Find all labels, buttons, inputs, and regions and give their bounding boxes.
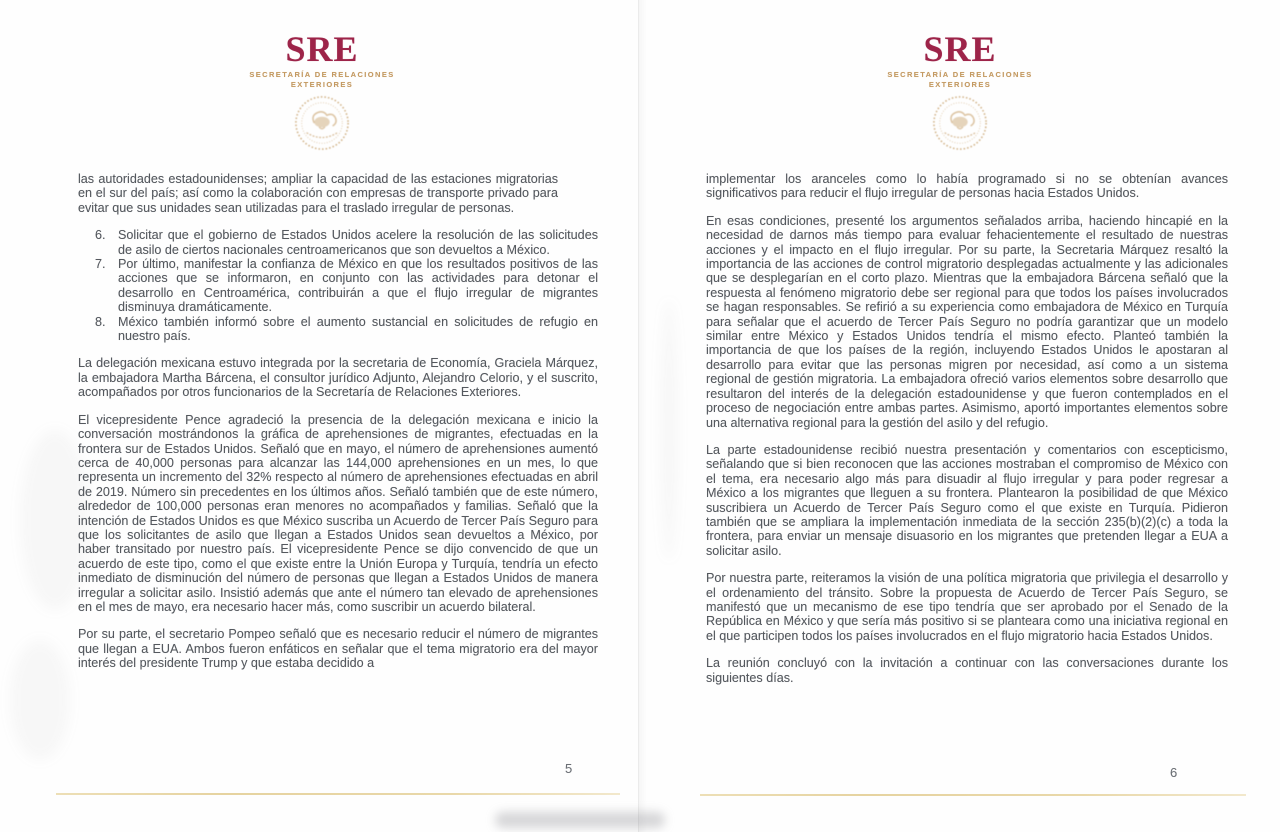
scan-smudge (660, 300, 678, 560)
sre-subtitle-line2: EXTERIORES (928, 79, 992, 89)
list-item-text: México también informó sobre el aumento sustancial en solicitudes de refugio en nuestro país. (118, 314, 598, 344)
paragraph: La reunión concluyó con la invitación a continuar con las conversaciones durante los siguientes días. (706, 656, 1228, 685)
national-seal-icon (931, 94, 989, 152)
sre-logo: SRE (923, 29, 997, 69)
list-item-number: 6. (95, 228, 106, 243)
sre-subtitle (202, 70, 442, 89)
letterhead-right (840, 30, 1080, 157)
paragraph: Por su parte, el secretario Pompeo señaló que es necesario reducir el número de migrantes que llegan a EUA. Ambos fueron enfáticos en señalar que el tema migratorio era del mayor interés del presidente Trump y que estaba decidido a (78, 627, 598, 671)
page-number-left: 5 (565, 761, 573, 776)
list-item (78, 228, 598, 257)
list-item-number: 7. (95, 257, 106, 272)
letterhead-left (202, 30, 442, 157)
sre-subtitle-line2: EXTERIORES (290, 79, 354, 89)
paragraph: La delegación mexicana estuvo integrada por la secretaria de Economía, Graciela Márquez, la embajadora Martha Bárcena, el consultor jurídico Adjunto, Alejandro Celorio, y el suscrito, acompañados por otros funcionarios de la Secretaría de Relaciones Exteriores. (78, 356, 598, 400)
sre-logo: SRE (285, 29, 359, 69)
sre-subtitle (840, 70, 1080, 89)
footer-rule-right (700, 794, 1246, 796)
list-item-number: 8. (95, 314, 106, 329)
list-item-5-continuation: las autoridades estadounidenses; ampliar la capacidad de las estaciones migratorias en el sur del país; así como la colaboración con empresas de transporte privado para evitar que sus unidades sean utilizadas para el traslado irregular de personas. (78, 172, 558, 215)
sre-subtitle-line1: SECRETARÍA DE RELACIONES (887, 70, 1033, 79)
national-seal-icon (293, 94, 351, 152)
paragraph: En esas condiciones, presenté los argumentos señalados arriba, haciendo hincapié en la necesidad de darnos más tiempo para evaluar fehacientemente el resultado de nuestras acciones y el impacto en el flujo irregular. Por su parte, la Secretaria Márquez resaltó la importancia de las acciones de control migratorio desplegadas actualmente y las adicionales que se desplegarían en el corto plazo. Mientras que la embajadora Bárcena señaló que la respuesta al fenómeno migratorio debe ser regional para que todos los países involucrados se hagan responsables. Se refirió a su experiencia como embajadora de México en Turquía para señalar que el acuerdo de Tercer País Seguro no podría garantizar que un modelo similar entre México y Estados Unidos tendría el mismo efecto. Planteó también la importancia de que los países de la región, incluyendo Estados Unidos le apostaran al desarrollo para evitar que las personas migren por necesidad, así como a un sistema regional de gestión migratoria. La embajadora ofreció varios elementos sobre desarrollo que resultaron del interés de la delegación estadounidense y que fueron contemplados en el proceso de negociación entre ambas partes. Asimismo, aportó importantes elementos sobre una alternativa regional para la gestión del asilo y del refugio. (706, 213, 1228, 430)
paragraph: implementar los aranceles como lo había programado si no se obtenían avances significativos para reducir el flujo irregular de personas hacia Estados Unidos. (706, 172, 1228, 201)
sre-subtitle-line1: SECRETARÍA DE RELACIONES (249, 70, 395, 79)
scan-smudge (10, 640, 70, 760)
list-item-text: Solicitar que el gobierno de Estados Unidos acelere la resolución de las solicitudes de asilo de ciertos nacionales centroamericanos que son devueltos a México. (118, 228, 598, 257)
page-right-body (706, 172, 1228, 698)
footer-rule-left (56, 793, 620, 795)
list-item (78, 315, 598, 344)
page-number-right: 6 (1170, 765, 1178, 780)
list-item-text: Por último, manifestar la confianza de México en que los resultados positivos de las acciones que se informaron, en conjunto con las actividades para detonar el desarrollo en Centroamérica, contribuirán a que el flujo irregular de migrantes disminuya dramáticamente. (118, 257, 598, 315)
paragraph: La parte estadounidense recibió nuestra presentación y comentarios con escepticismo, señalando que si bien reconocen que las acciones mostraban el compromiso de México con el tema, era necesario algo más para disuadir al flujo irregular y para poder regresar a México a los migrantes que lleguen a su frontera. Plantearon la posibilidad de que México suscribiera un Acuerdo de Tercer País Seguro como el que existe en Turquía. Pidieron también que se ampliara la implementación inmediata de la sección 235(b)(2)(c) a toda la frontera, para enviar un mensaje disuasorio en los migrantes que pretenden llegar a EUA a solicitar asilo. (706, 442, 1228, 558)
paragraph: El vicepresidente Pence agradeció la presencia de la delegación mexicana e inicio la conversación mostrándonos la gráfica de aprehensiones de migrantes, efectuadas en la frontera sur de Estados Unidos. Señaló que en mayo, el número de aprehensiones aumentó cerca de 40,000 personas para alcanzar las 144,000 aprehensiones en un mes, lo que representa un incremento del 32% respecto al número de aprehensiones efectuadas en abril de 2019. Número sin precedentes en los últimos años. Señaló también que de este número, alrededor de 100,000 personas eran menores no acompañados y familias. Señaló que la intención de Estados Unidos es que México suscriba un Acuerdo de Tercer País Seguro para que los solicitantes de asilo que llegan a Estados Unidos sean devueltos a México, por haber transitado por nuestro país. El vicepresidente Pence se dijo convencido de que un acuerdo de este tipo, como el que existe entre la Unión Europa y Turquía, tendría un efecto inmediato de disminución del número de personas que llegan a Estados Unidos de manera irregular a solicitar asilo. Insistió además que ante el número tan elevado de aprehensiones en el mes de mayo, era necesario hacer más, como suscribir un acuerdo bilateral. (78, 412, 598, 614)
list-item (78, 257, 598, 315)
scan-shadow (639, 0, 647, 832)
page-left-body (78, 172, 598, 684)
paragraph: Por nuestra parte, reiteramos la visión de una política migratoria que privilegia el desarrollo y el ordenamiento del tránsito. Sobre la propuesta de Acuerdo de Tercer País Seguro, se manifestó que un mecanismo de ese tipo tendría que ser aprobado por el Senado de la República en México y que sería más positivo si se planteara como una iniciativa regional en el que participen todos los países involucrados en el flujo migratorio hacia Estados Unidos. (706, 571, 1228, 643)
